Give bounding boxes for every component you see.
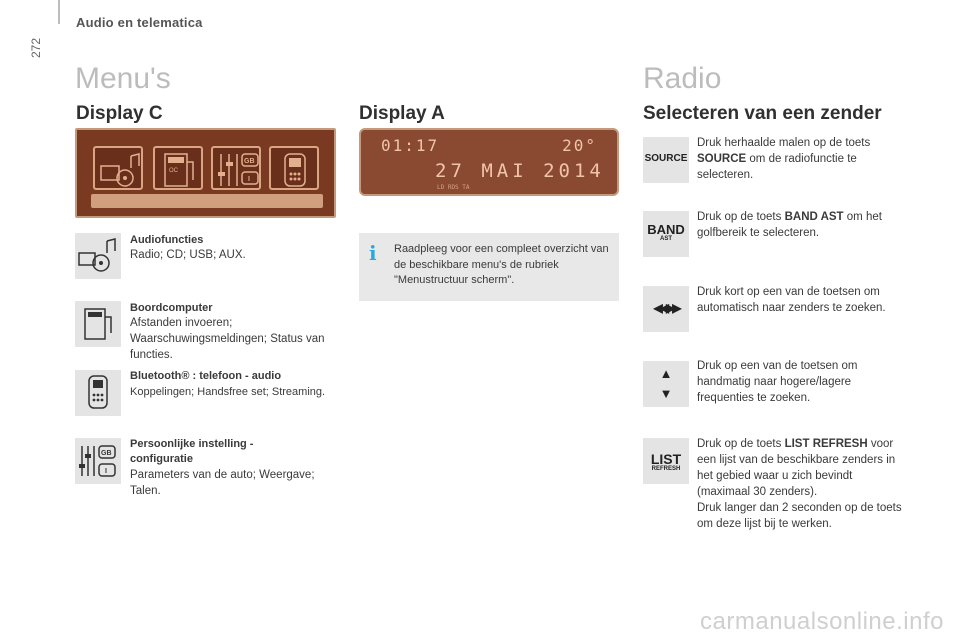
audio-functions-text: Radio; CD; USB; AUX. [130,249,246,261]
audio-thumbnail-icon [75,233,121,279]
list-refresh-step-text: Druk op de toets LIST REFRESH voor een lijst van de beschikbare zenders in het gebied waar u zich bevindt (maximaal 30 zenders). [697,438,896,498]
phone-icon [269,146,319,190]
source-step-text: Druk herhaalde malen op de toets SOURCE om de radiofunctie te selecteren. [697,137,871,181]
phone-thumbnail-icon [75,370,121,416]
source-button [643,137,689,183]
audio-functions-title: Audiofuncties [130,234,204,246]
settings-icon [211,146,261,190]
list-refresh-extra-text: Druk langer dan 2 seconden op de toets om deze lijst bij te werken. [697,502,902,530]
footer-watermark: carmanualsonline.info [700,608,944,635]
bluetooth-text: Koppelingen; Handsfree set; Streaming. [130,386,326,398]
station-select-title: Selecteren van een zender [643,103,882,124]
page-number: 272 [29,37,43,58]
trip-computer-title: Boordcomputer [130,302,213,314]
seek-arrows-icon: ◀◀▶▶ [653,301,679,315]
radio-title: Radio [643,62,722,95]
display-time: 01:17 [381,136,440,155]
source-button-label: SOURCE [644,153,688,164]
display-a-title: Display A [359,103,445,124]
display-a-screen [359,128,619,196]
band-step-text: Druk op de toets BAND AST om het golfbereik te selecteren. [697,211,882,239]
info-icon: i [369,241,377,265]
settings-text: Parameters van de auto; Weergave; Talen. [130,469,315,497]
header-rule [58,0,60,24]
settings-title-line1: Persoonlijke instelling - [130,438,254,450]
refresh-button-label: REFRESH [651,466,681,472]
info-box [359,233,619,301]
i-thumb-label: I [105,468,107,475]
seek-buttons [643,286,689,332]
info-text: Raadpleeg voor een compleet overzicht van de beschikbare menu's de rubriek "Menustructuur scherm". [394,243,609,286]
display-date: 27 MAI 2014 [435,160,605,182]
band-button-label: BAND [647,222,685,237]
audio-icon [93,146,143,190]
list-button-label: LIST [650,451,682,467]
trip-computer-text: Afstanden invoeren; Waarschuwingsmeldingen; Status van functies. [130,317,325,361]
menus-title: Menu's [75,62,171,95]
trip-computer-icon [153,146,203,190]
display-flags: LD RDS TA [437,184,470,191]
i-label: I [248,176,250,183]
chapter-title: Audio en telematica [76,15,203,30]
band-ast-button [643,211,689,257]
settings-thumbnail-icon [75,438,121,484]
ast-button-label: AST [660,236,672,242]
list-refresh-button [643,438,689,484]
frequency-step-text: Druk op een van de toetsen om handmatig naar hogere/lagere frequenties te zoeken. [697,360,858,404]
arrow-down-icon: ▼ [659,386,673,401]
oc-label: OC [169,168,178,174]
gb-label: GB [244,158,255,165]
settings-title-line2: configuratie [130,453,193,465]
seek-step-text: Druk kort op een van de toetsen om automatisch naar zenders te zoeken. [697,286,886,314]
bluetooth-title: Bluetooth® : telefoon - audio [130,370,282,382]
arrow-up-icon: ▲ [659,366,673,381]
display-c-title: Display C [76,103,163,124]
display-c-screen [75,128,336,218]
frequency-buttons [643,361,689,407]
gb-thumb-label: GB [101,450,112,457]
display-temperature: 20° [562,136,597,155]
trip-computer-thumbnail-icon [75,301,121,347]
selection-bar [91,194,323,208]
